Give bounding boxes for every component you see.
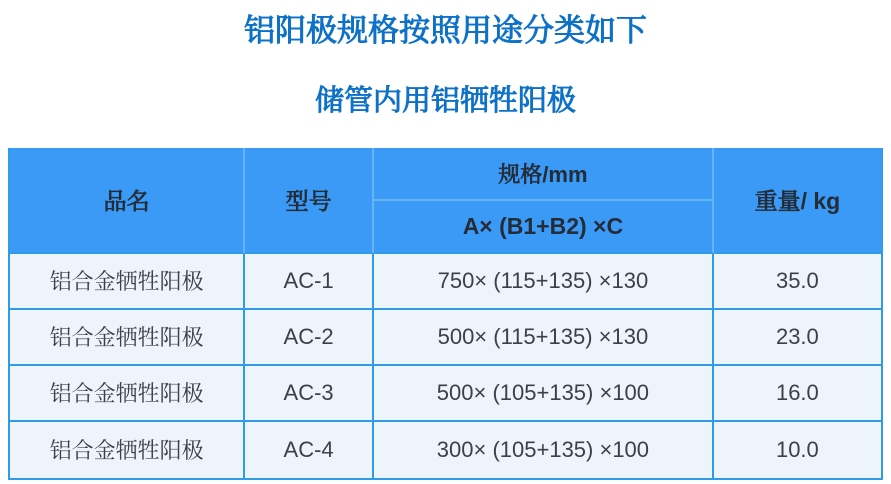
cell-model: AC-1 xyxy=(245,254,374,310)
cell-product: 铝合金牺牲阳极 xyxy=(10,310,245,366)
table-row xyxy=(10,422,881,478)
cell-weight: 35.0 xyxy=(714,254,881,310)
col-header-model: 型号 xyxy=(245,148,374,254)
table-row xyxy=(10,310,881,366)
cell-model: AC-2 xyxy=(245,310,374,366)
cell-weight: 23.0 xyxy=(714,310,881,366)
cell-model: AC-4 xyxy=(245,422,374,478)
page-title: 铝阳极规格按照用途分类如下 xyxy=(244,13,647,48)
col-header-weight: 重量/ kg xyxy=(714,148,881,254)
col-header-spec-formula: A× (B1+B2) ×C xyxy=(374,201,714,254)
cell-product: 铝合金牺牲阳极 xyxy=(10,422,245,478)
spec-table xyxy=(8,148,883,480)
cell-spec: 750× (115+135) ×130 xyxy=(374,254,714,310)
table-row xyxy=(10,254,881,310)
cell-spec: 500× (105+135) ×100 xyxy=(374,366,714,422)
table-row xyxy=(10,366,881,422)
header-row-top xyxy=(10,148,881,201)
col-header-product: 品名 xyxy=(10,148,245,254)
section-title: 储管内用铝牺牲阳极 xyxy=(314,84,576,117)
table-header xyxy=(10,148,881,254)
cell-weight: 10.0 xyxy=(714,422,881,478)
cell-model: AC-3 xyxy=(245,366,374,422)
col-header-spec: 规格/mm xyxy=(374,148,714,201)
table-body xyxy=(10,254,881,478)
cell-product: 铝合金牺牲阳极 xyxy=(10,254,245,310)
cell-product: 铝合金牺牲阳极 xyxy=(10,366,245,422)
cell-spec: 300× (105+135) ×100 xyxy=(374,422,714,478)
cell-weight: 16.0 xyxy=(714,366,881,422)
cell-spec: 500× (115+135) ×130 xyxy=(374,310,714,366)
